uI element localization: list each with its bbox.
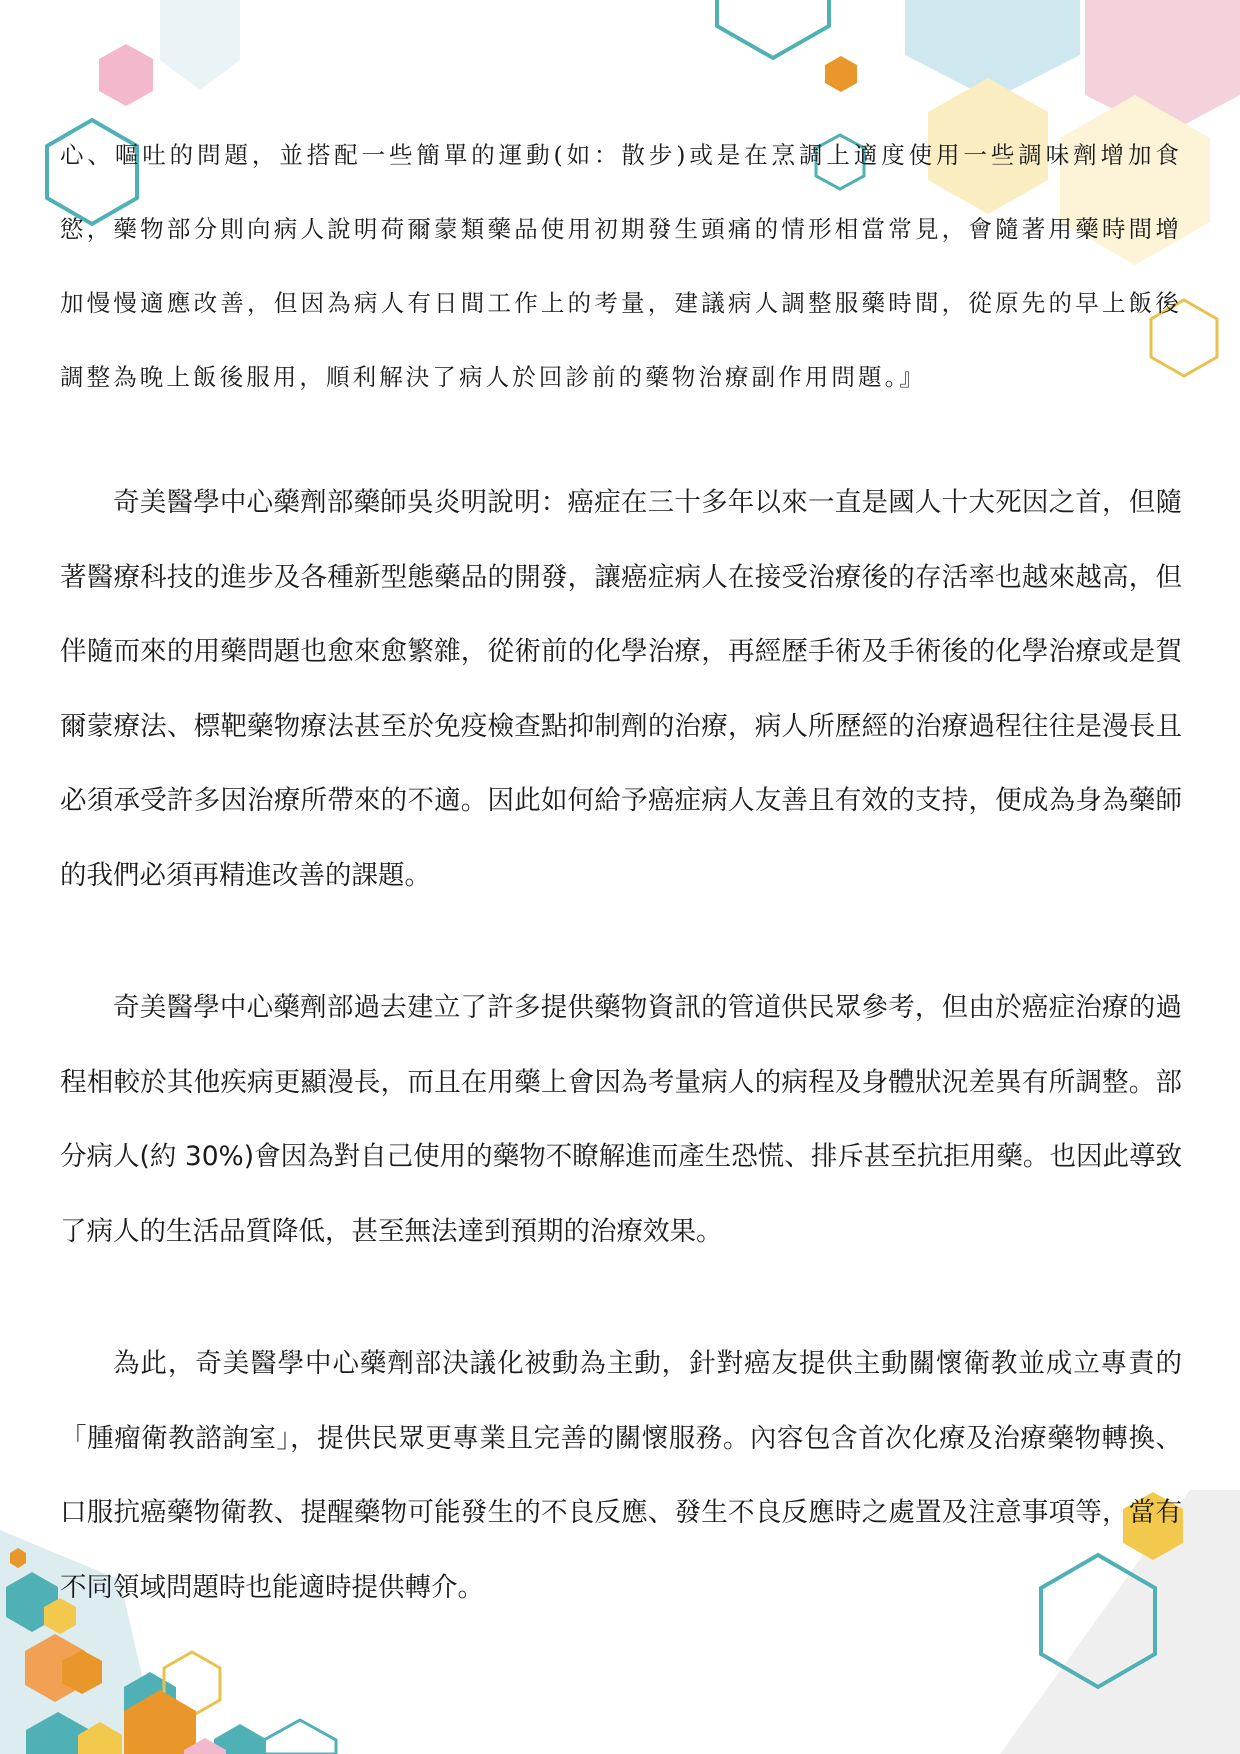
body-paragraph: 奇美醫學中心藥劑部過去建立了許多提供藥物資訊的管道供民眾參考，但由於癌症治療的過程相較於其他疾病更顯漫長，而且在用藥上會因為考量病人的病程及身體狀況差異有所調整。部分病人(約 30%)會因為對自己使用的藥物不瞭解進而產生恐慌、排斥甚至抗拒用藥。也因此導致了病人的生活品質降低，甚至無法達到預期的治療效果。: [60, 992, 1182, 1247]
hexagon-shape: [160, 0, 240, 90]
body-paragraph: 奇美醫學中心藥劑部藥師吳炎明說明：癌症在三十多年以來一直是國人十大死因之首，但隨著醫療科技的進步及各種新型態藥品的開發，讓癌症病人在接受治療後的存活率也越來越高，但伴隨而來的用藥問題也愈來愈繁雜，從術前的化學治療，再經歷手術及手術後的化學治療或是賀爾蒙療法、標靶藥物療法甚至於免疫檢查點抑制劑的治療，病人所歷經的治療過程往往是漫長且必須承受許多因治療所帶來的不適。因此如何給予癌症病人友善且有效的支持，便成為身為藥師的我們必須再精進改善的課題。: [60, 487, 1182, 891]
body-paragraph: 為此，奇美醫學中心藥劑部決議化被動為主動，針對癌友提供主動關懷衛教並成立專責的「腫瘤衛教諮詢室」，提供民眾更專業且完善的關懷服務。內容包含首次化療及治療藥物轉換、口服抗癌藥物衛教、提醒藥物可能發生的不良反應、發生不良反應時之處置及注意事項等，當有不同領域問題時也能適時提供轉介。: [60, 1348, 1182, 1603]
document-page: [60, 118, 1182, 1625]
hexagon-shape: [825, 56, 857, 92]
hexagon-shape: [717, 0, 829, 58]
quote-paragraph: 心、嘔吐的問題，並搭配一些簡單的運動(如：散步)或是在烹調上適度使用一些調味劑增加食慾，藥物部分則向病人說明荷爾蒙類藥品使用初期發生頭痛的情形相當常見，會隨著用藥時間增加慢慢適應改善，但因為病人有日間工作上的考量，建議病人調整服藥時間，從原先的早上飯後調整為晚上飯後服用，順利解決了病人於回診前的藥物治療副作用問題。』: [60, 141, 1182, 391]
hexagon-shape: [99, 44, 153, 106]
hexagon-shape: [264, 1720, 336, 1754]
